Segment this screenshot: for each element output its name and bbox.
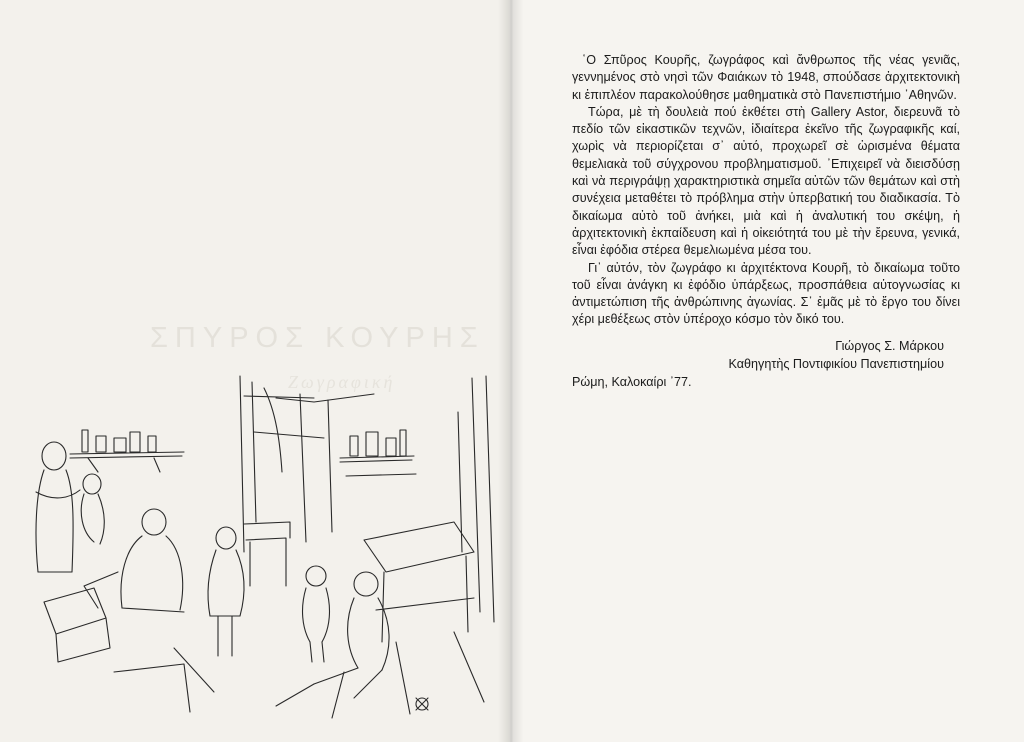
essay-paragraph-3: Γι᾿ αὐτόν, τὸν ζωγράφο κι ἀρχιτέκτονα Κουρῆ, τὸ δικαίωμα τοῦτο τοῦ εἶναι ἀνάγκη κι ἐφόδιο ὑπάρξεως, προσπάθεια αὐτογνωσίας κι ἀντιμετώπιση τῆς ἀνθρώπινης ἀγωνίας. Σ᾿ ἐμᾶς μὲ τὸ ἔργο του δίνει χέρι μεθέξεως στὸν ὑπέροχο κόσμο τὸν δικό του. <box>572 260 960 327</box>
essay-paragraph-1: ῾Ο Σπῦρος Κουρῆς, ζωγράφος καὶ ἄνθρωπος τῆς νέας γενιᾶς, γεννημένος στὸ νησὶ τῶν Φαιάκων τὸ 1948, σπούδασε ἀρχιτεκτονικὴ κι ἐπιπλέον παρακολούθησε μαθηματικὰ στὸ Πανεπιστήμιο ᾿Αθηνῶν. <box>572 53 960 102</box>
left-page <box>0 0 510 742</box>
book-gutter <box>498 0 524 742</box>
signature-name: Γιώργος Σ. Μάρκου <box>835 339 944 353</box>
studio-sketch-illustration <box>14 372 498 722</box>
show-through-subtitle: Ζωγραφική <box>288 372 396 392</box>
signature-title: Καθηγητὴς Ποντιφικίου Πανεπιστημίου <box>728 357 944 371</box>
show-through-title: ΣΠΥΡΟΣ ΚΟΥΡΗΣ <box>150 322 485 354</box>
essay-paragraph-2: Τώρα, μὲ τὴ δουλειὰ πού ἐκθέτει στὴ Gallery Astor, διερευνᾶ τὸ πεδίο τῶν εἰκαστικῶν τεχνῶν, ἰδιαίτερα ἐκεῖνο τῆς ζωγραφικῆς καί, χωρὶς νὰ περιορίζεται σ᾿ αὐτό, προχωρεῖ σὲ ὡρισμένα θέματα θεμελιακὰ τοῦ σύγχρονου προβληματισμοῦ. ᾿Επιχειρεῖ νὰ διεισδύσῃ καὶ νὰ περιγράψῃ χαρακτηριστικὰ σημεῖα αὐτῶν τῶν θεμάτων καὶ στὴ συνέχεια μεταθέτει τὸ πρόβλημα στὴν ὑπερβατική του διαδικασία. Τὸ δικαίωμα αὐτὸ τοῦ ἀνήκει, μιὰ καὶ ἡ ἀναλυτική του σκέψη, ἡ ἀρχιτεκτονικὴ ἐκπαίδευση καὶ ἡ οἰκειότητά του μὲ τὴν ἔρευνα, γενικά, εἶναι ἐφόδια στέρεα θεμελιωμένα μέσα του. <box>572 104 960 258</box>
essay-text <box>572 52 960 329</box>
place-date: Ρώμη, Καλοκαίρι ᾿77. <box>572 375 692 389</box>
